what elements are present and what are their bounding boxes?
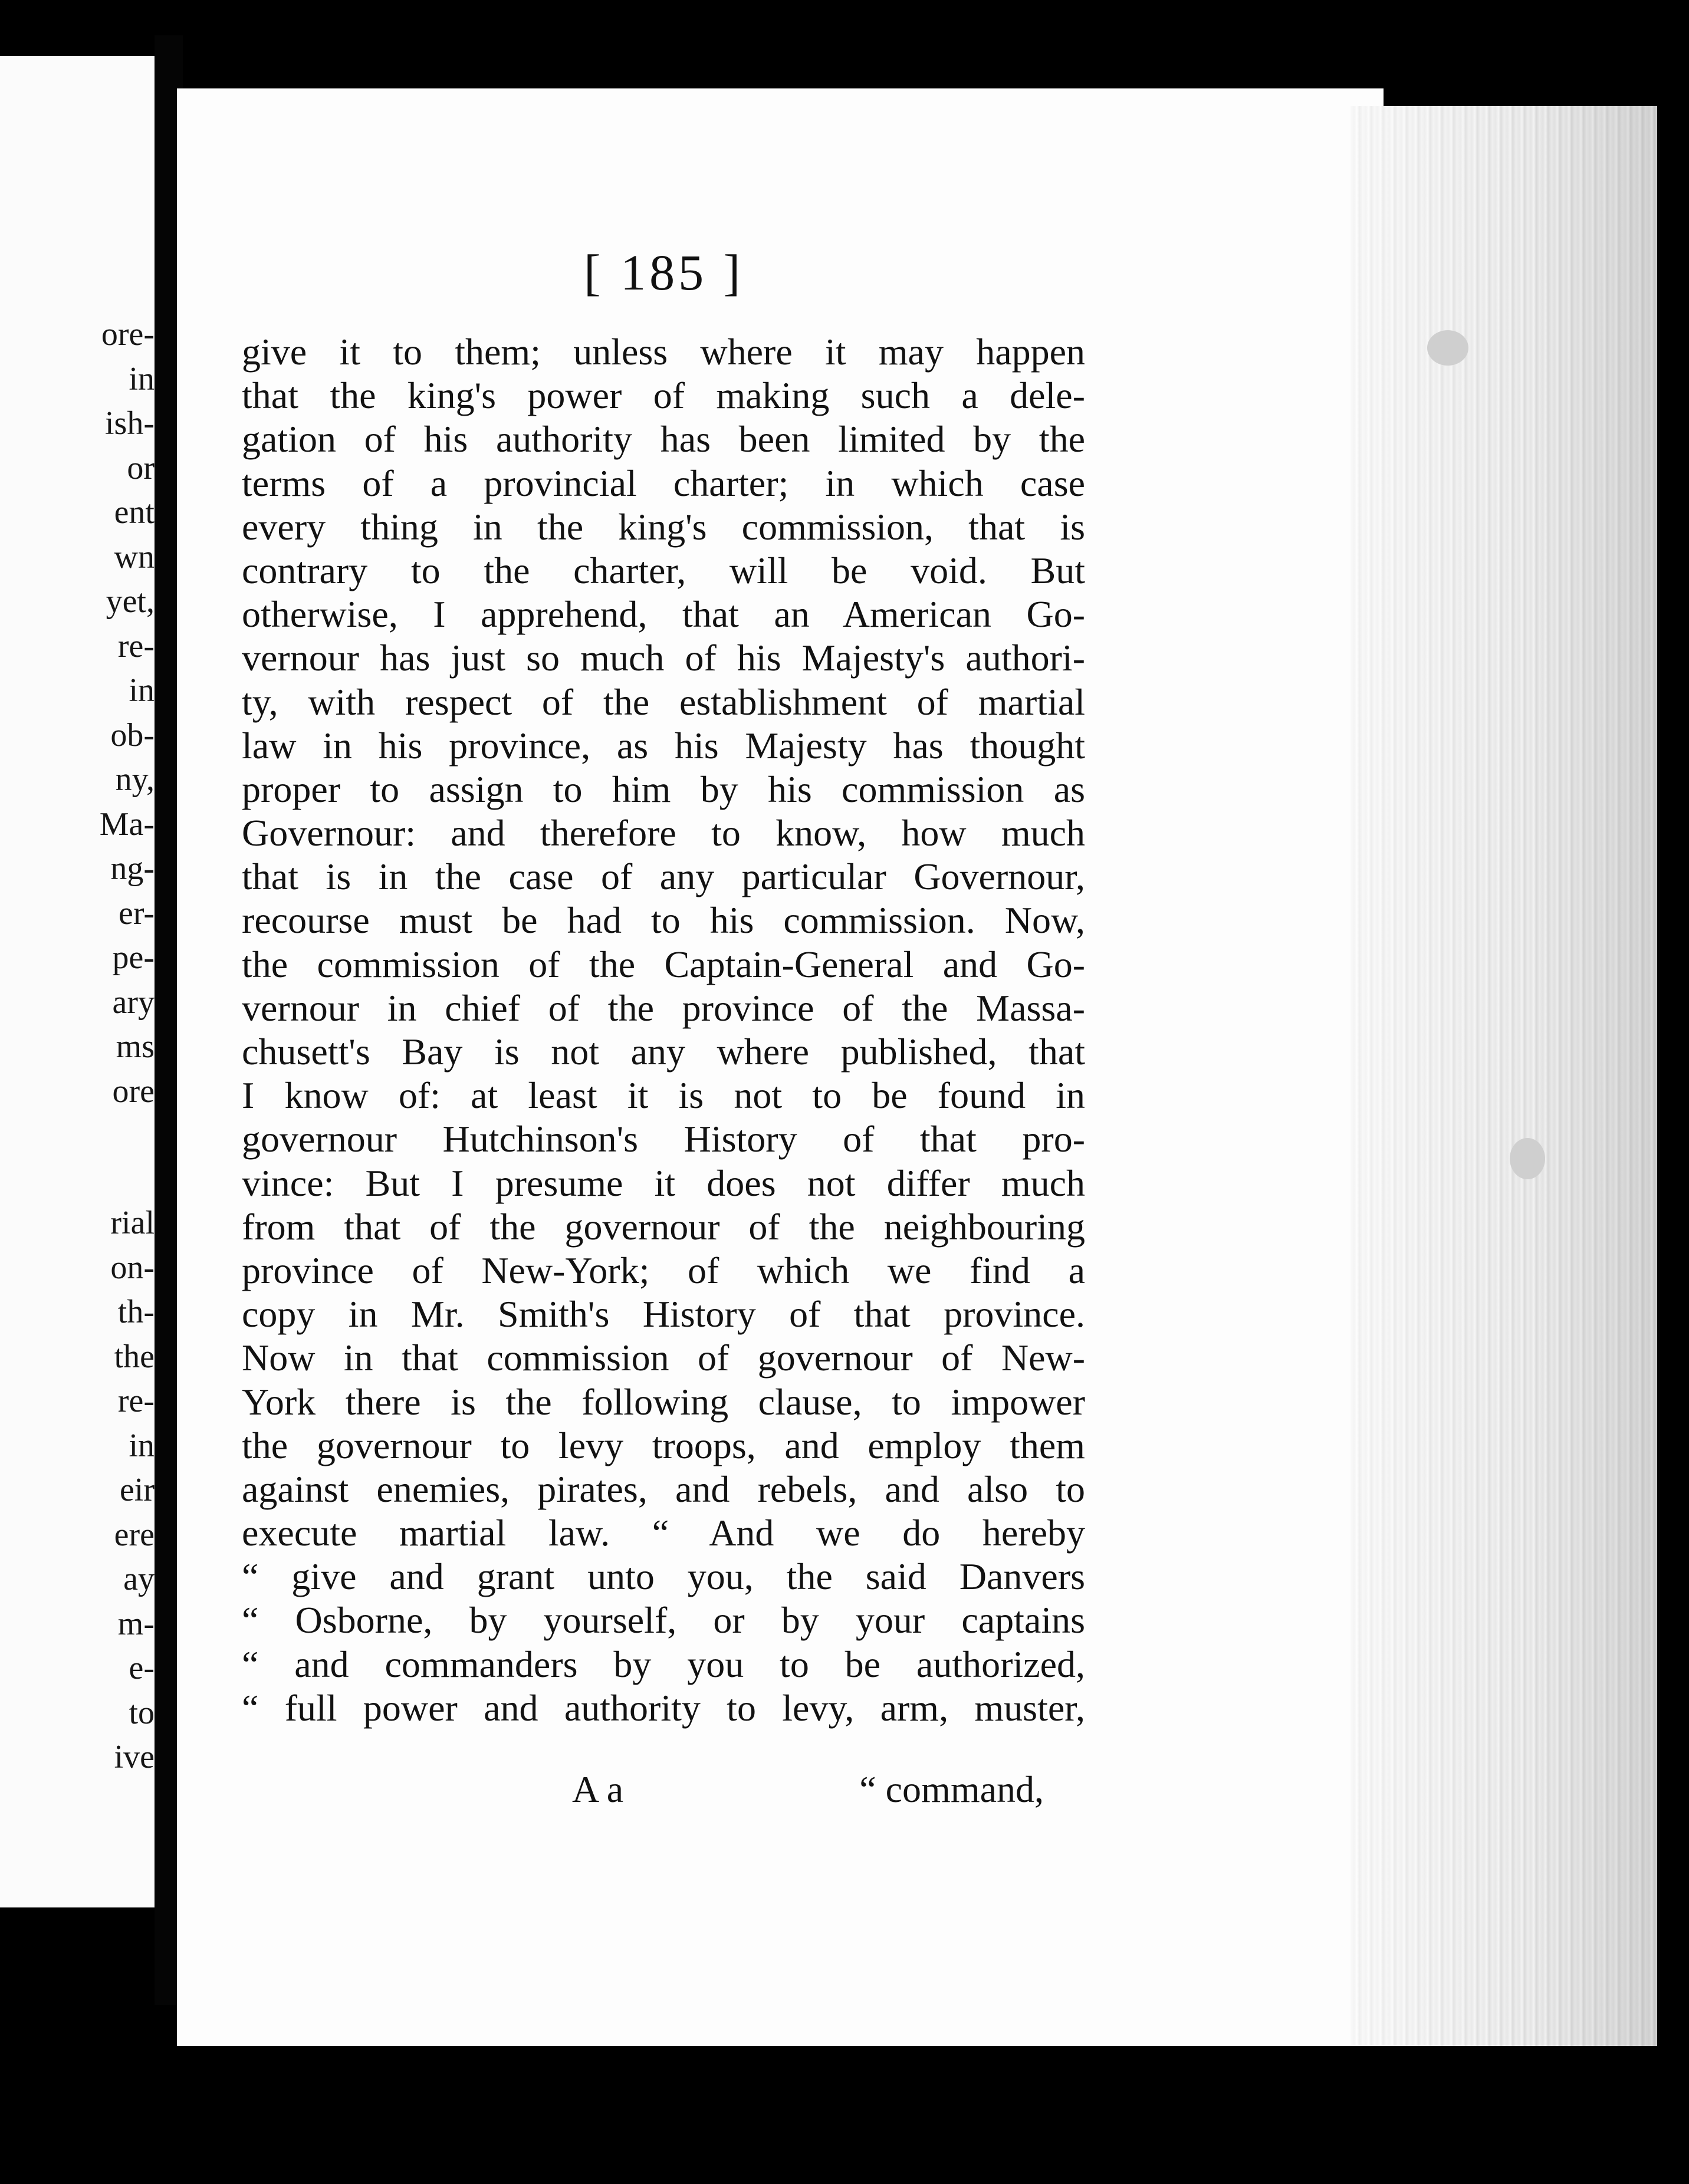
text-line: governour Hutchinson's History of that pro- xyxy=(242,1118,1085,1160)
facing-page xyxy=(0,56,155,1907)
signature-mark: A a xyxy=(572,1768,624,1810)
facing-page-fragment: m- xyxy=(117,1605,155,1642)
text-line: recourse must be had to his commission. Now, xyxy=(242,899,1085,942)
facing-page-fragment: rial xyxy=(110,1205,155,1241)
facing-page-fragment: ms xyxy=(116,1028,155,1065)
facing-page-fragment: Ma- xyxy=(99,805,155,843)
facing-page-fragment: er- xyxy=(118,894,155,932)
text-line: from that of the governour of the neighbouring xyxy=(242,1205,1085,1248)
text-line: I know of: at least it is not to be found in xyxy=(242,1074,1085,1117)
facing-page-text xyxy=(0,56,155,1907)
facing-page-fragment: ere xyxy=(114,1516,155,1553)
facing-page-fragment: ob- xyxy=(110,716,155,754)
facing-page-fragment: pe- xyxy=(112,939,155,976)
text-line: Now in that commission of governour of New- xyxy=(242,1337,1085,1379)
text-line: terms of a provincial charter; in which case xyxy=(242,462,1085,504)
text-line: vernour in chief of the province of the Massa- xyxy=(242,986,1085,1029)
text-line: gation of his authority has been limited by the xyxy=(242,418,1085,461)
text-line: copy in Mr. Smith's History of that province. xyxy=(242,1293,1085,1336)
facing-page-fragment: on- xyxy=(110,1249,155,1286)
text-line: contrary to the charter, will be void. But xyxy=(242,549,1085,591)
facing-page-fragment: eir xyxy=(119,1472,155,1508)
facing-page-fragment: wn xyxy=(114,538,155,575)
text-line: Governour: and therefore to know, how much xyxy=(242,812,1085,854)
text-line: give it to them; unless where it may happen xyxy=(242,331,1085,373)
facing-page-fragment: in xyxy=(129,1427,155,1464)
text-line: “ give and grant unto you, the said Danvers xyxy=(242,1555,1085,1598)
text-line: vernour has just so much of his Majesty's authori- xyxy=(242,637,1085,679)
facing-page-fragment: ore- xyxy=(101,316,155,353)
facing-page-fragment: ay xyxy=(123,1561,155,1597)
text-line: vince: But I presume it does not differ much xyxy=(242,1162,1085,1204)
text-line: otherwise, I apprehend, that an American Go- xyxy=(242,593,1085,636)
facing-page-fragment: ary xyxy=(112,984,155,1021)
text-line: “ and commanders by you to be authorized, xyxy=(242,1643,1085,1685)
facing-page-fragment: ore xyxy=(112,1073,155,1110)
facing-page-fragment: in xyxy=(129,672,155,709)
text-line: against enemies, pirates, and rebels, and also to xyxy=(242,1468,1085,1510)
text-line: execute martial law. “ And we do hereby xyxy=(242,1512,1085,1554)
text-line: “ Osborne, by yourself, or by your captains xyxy=(242,1599,1085,1642)
body-text xyxy=(242,330,1085,1730)
facing-page-fragment: ive xyxy=(114,1739,155,1775)
paper-blemish xyxy=(1510,1138,1545,1179)
facing-page-fragment: the xyxy=(114,1338,155,1375)
text-line: York there is the following clause, to impower xyxy=(242,1380,1085,1423)
facing-page-fragment: re- xyxy=(117,1383,155,1419)
text-line: the governour to levy troops, and employ them xyxy=(242,1424,1085,1466)
text-line: “ full power and authority to levy, arm, muster, xyxy=(242,1686,1085,1729)
text-line: proper to assign to him by his commission as xyxy=(242,768,1085,810)
facing-page-fragment: ng- xyxy=(110,850,155,887)
facing-page-fragment: ish- xyxy=(105,405,155,442)
facing-page-fragment: ent xyxy=(114,494,155,531)
text-line: province of New-York; of which we find a xyxy=(242,1249,1085,1291)
text-line: every thing in the king's commission, that is xyxy=(242,505,1085,548)
catch-line xyxy=(242,1768,1085,1815)
facing-page-fragment: re- xyxy=(117,627,155,665)
catchword: “ command, xyxy=(859,1768,1044,1810)
facing-page-fragment: th- xyxy=(117,1294,155,1330)
text-line: ty, with respect of the establishment of martial xyxy=(242,680,1085,723)
facing-page-fragment: yet, xyxy=(106,583,155,620)
paper-blemish xyxy=(1427,330,1468,366)
text-line: that the king's power of making such a dele- xyxy=(242,374,1085,417)
text-line: the commission of the Captain-General and Go- xyxy=(242,943,1085,985)
facing-page-fragment: e- xyxy=(129,1650,155,1686)
text-line: law in his province, as his Majesty has thought xyxy=(242,724,1085,767)
page-edge-shading xyxy=(1350,106,1657,2046)
facing-page-fragment: to xyxy=(129,1694,155,1731)
facing-page-fragment: ny, xyxy=(115,761,155,798)
page-number: [ 185 ] xyxy=(584,244,744,301)
facing-page-fragment: in xyxy=(129,360,155,397)
facing-page-fragment: or xyxy=(127,449,155,486)
text-line: chusett's Bay is not any where published, that xyxy=(242,1031,1085,1073)
text-line: that is in the case of any particular Governour, xyxy=(242,856,1085,898)
